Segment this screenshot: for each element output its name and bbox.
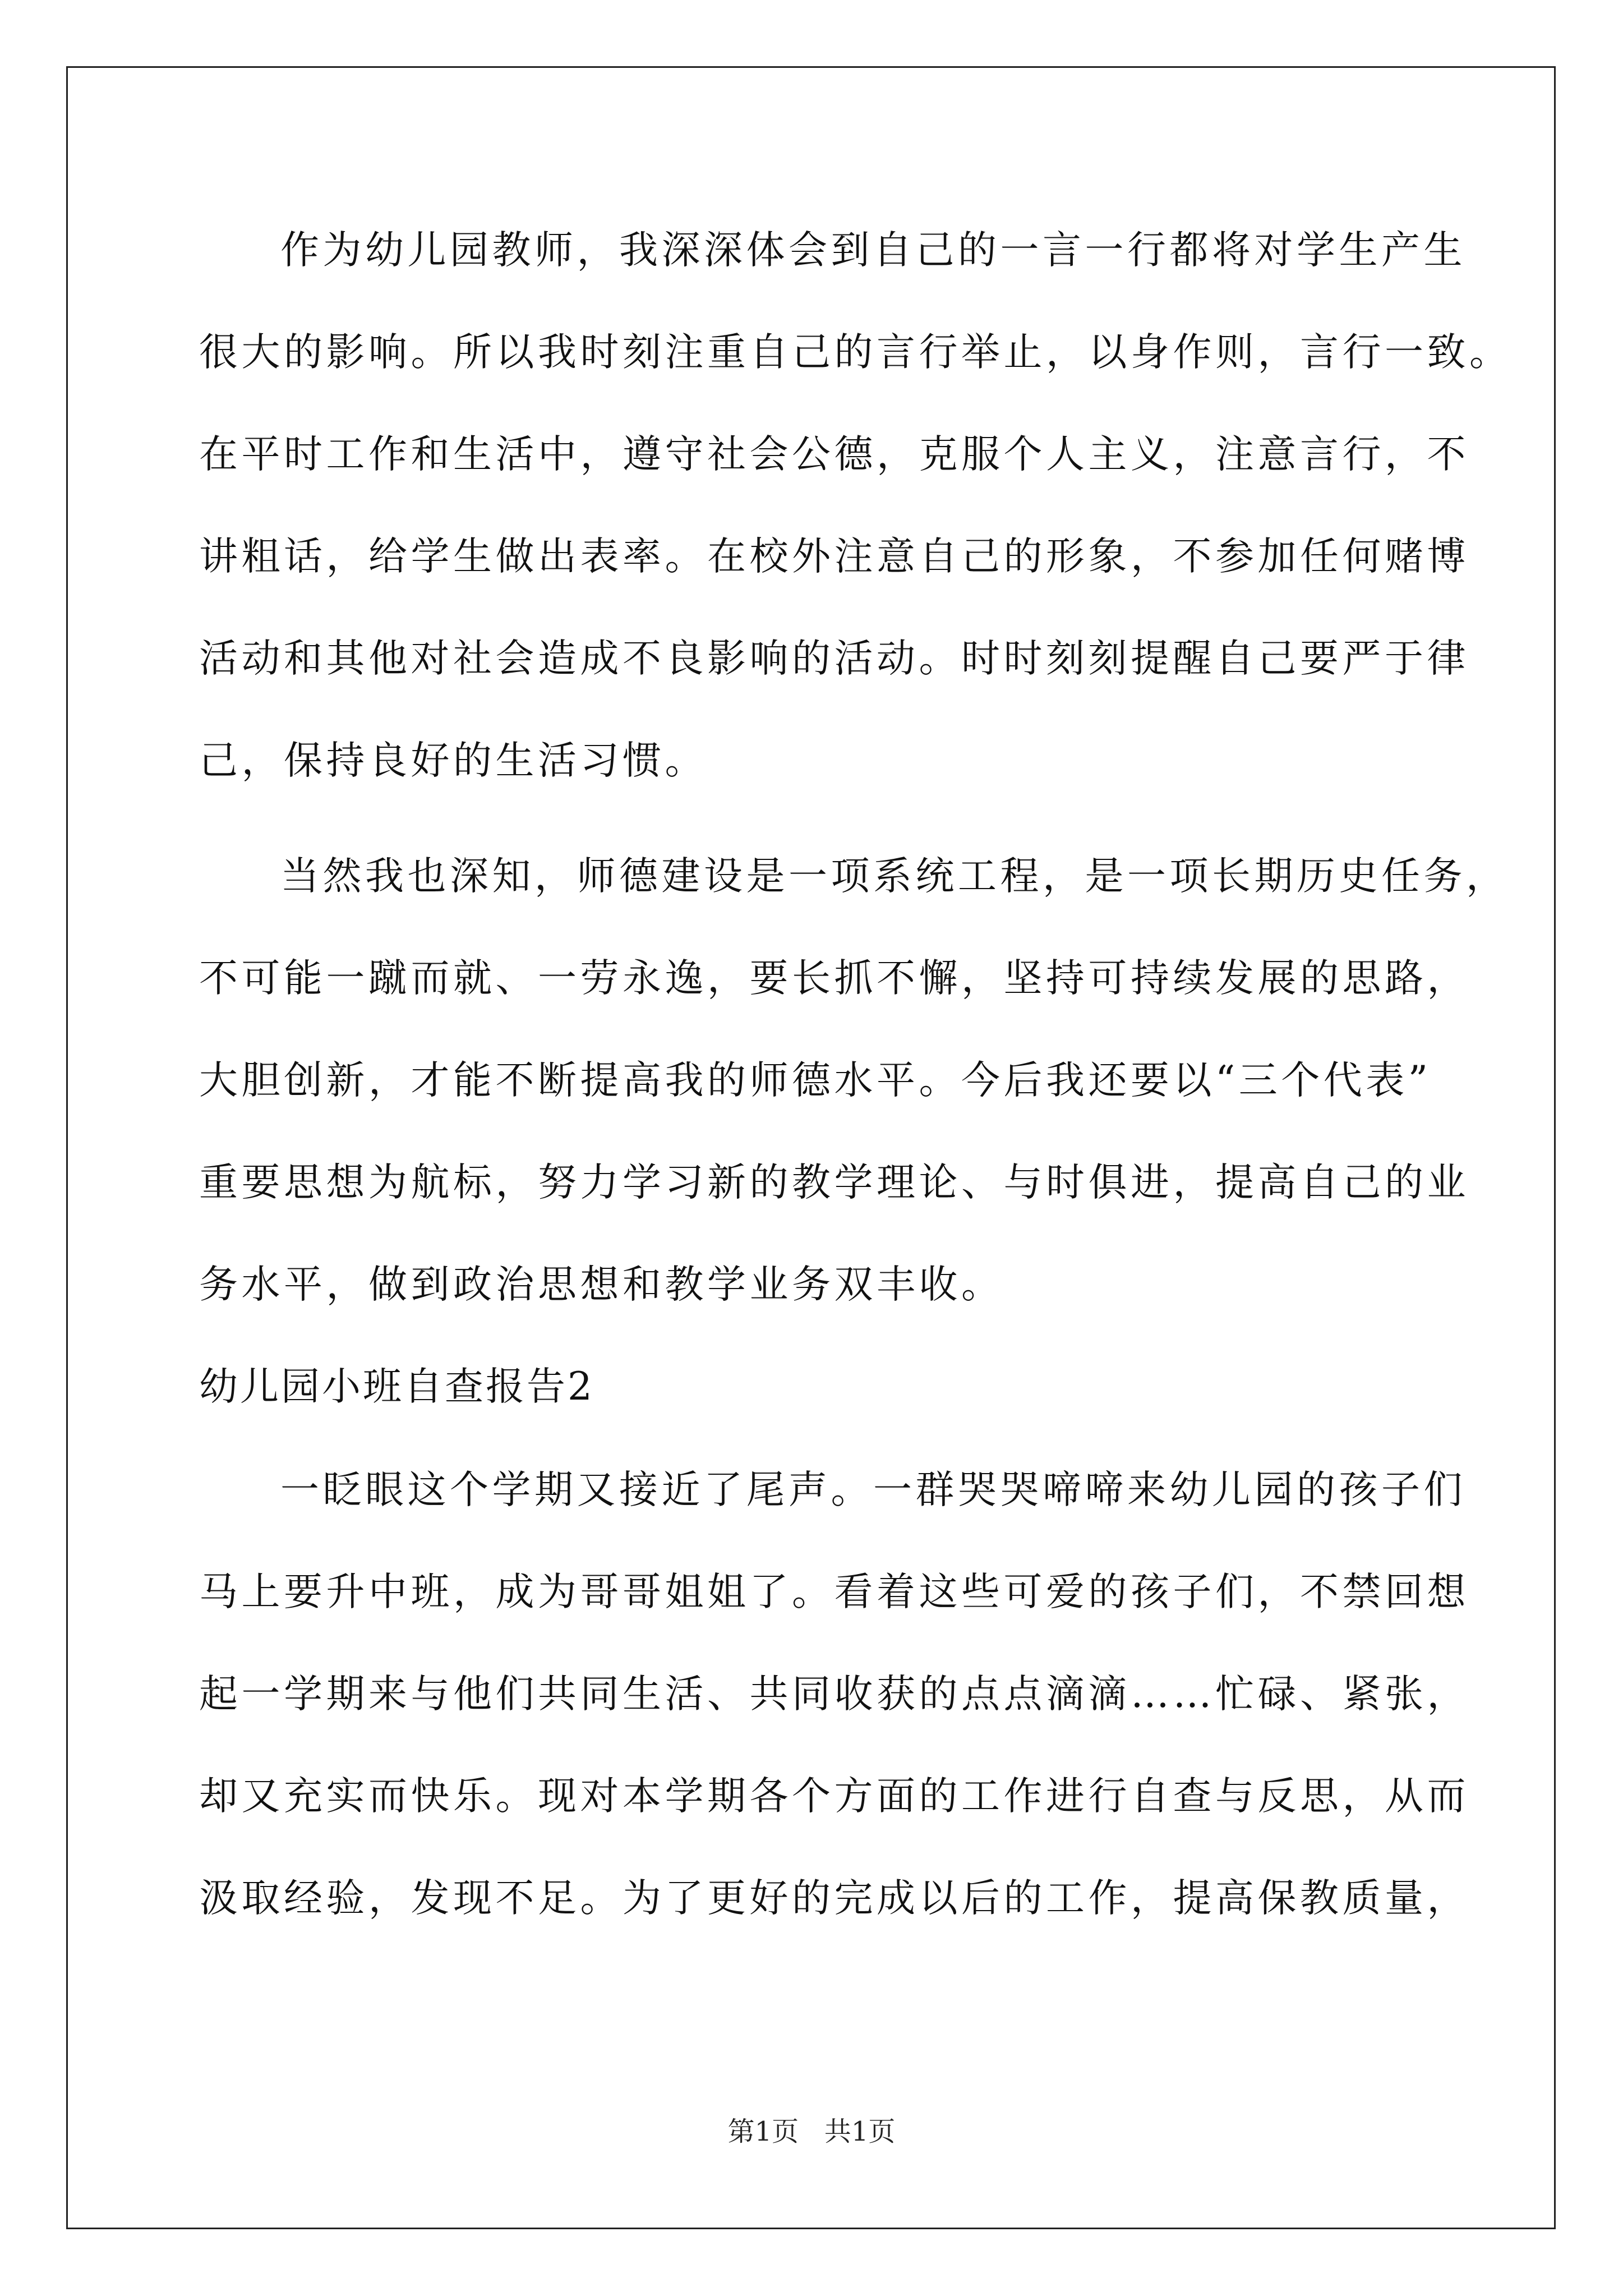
paragraph-line: 却又充实而快乐。现对本学期各个方面的工作进行自查与反思，从而	[199, 1774, 1469, 1819]
paragraph-line: 大胆创新，才能不断提高我的师德水平。今后我还要以“三个代表”	[199, 1058, 1432, 1103]
paragraph-line: 重要思想为航标，努力学习新的教学理论、与时俱进，提高自己的业	[199, 1160, 1469, 1205]
paragraph-line: 很大的影响。所以我时刻注重自己的言行举止，以身作则，言行一致。	[199, 330, 1512, 375]
page-footer: 第1页 共1页	[727, 2116, 896, 2147]
paragraph-line: 活动和其他对社会造成不良影响的活动。时时刻刻提醒自己要严于律	[199, 636, 1469, 681]
paragraph-line: 起一学期来与他们共同生活、共同收获的点点滴滴……忙碌、紧张，	[199, 1672, 1469, 1717]
paragraph-line: 务水平，做到政治思想和教学业务双丰收。	[199, 1262, 1004, 1307]
section-heading: 幼儿园小班自查报告2	[199, 1364, 594, 1409]
paragraph-line: 己，保持良好的生活习惯。	[199, 738, 707, 783]
paragraph-line: 在平时工作和生活中，遵守社会公德，克服个人主义，注意言行，不	[199, 432, 1469, 477]
paragraph-line: 不可能一蹴而就、一劳永逸，要长抓不懈，坚持可持续发展的思路，	[199, 956, 1469, 1001]
paragraph-line: 讲粗话，给学生做出表率。在校外注意自己的形象，不参加任何赌博	[199, 534, 1469, 579]
paragraph-line: 汲取经验，发现不足。为了更好的完成以后的工作，提高保教质量，	[199, 1876, 1469, 1921]
paragraph-line: 作为幼儿园教师，我深深体会到自己的一言一行都将对学生产生	[280, 228, 1466, 273]
paragraph-line: 马上要升中班，成为哥哥姐姐了。看着这些可爱的孩子们，不禁回想	[199, 1570, 1469, 1614]
paragraph-line: 一眨眼这个学期又接近了尾声。一群哭哭啼啼来幼儿园的孩子们	[280, 1467, 1466, 1512]
paragraph-line: 当然我也深知，师德建设是一项系统工程，是一项长期历史任务，	[280, 854, 1509, 899]
